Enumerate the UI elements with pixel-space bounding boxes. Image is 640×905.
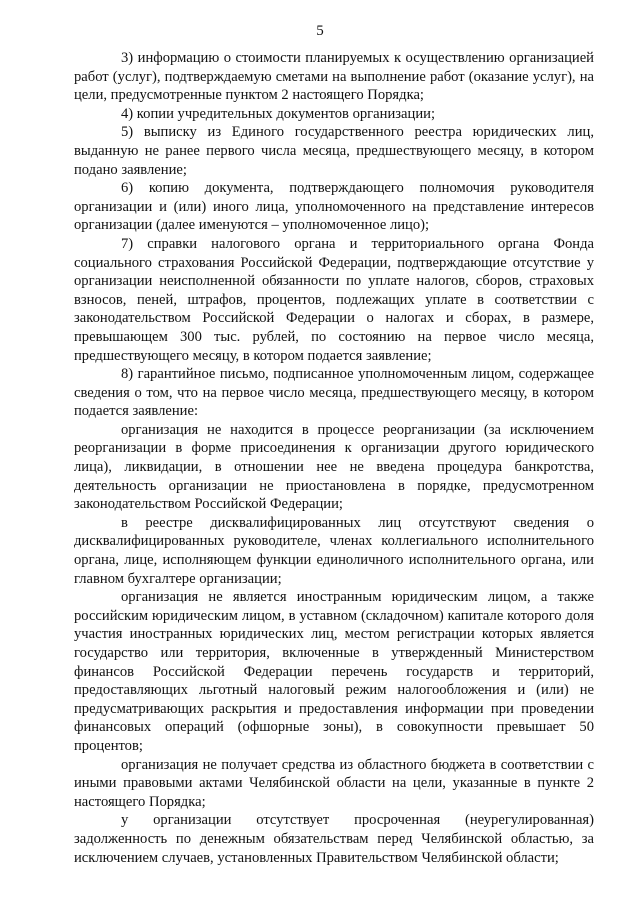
paragraph-condition-budget-funds: организация не получает средства из областного бюджета в соответствии с иными правовыми актами Челябинской области на цели, указанные в пункте 2 настоящего Порядка; — [74, 756, 594, 810]
paragraph-item-4: 4) копии учредительных документов организации; — [121, 105, 435, 122]
document-body — [74, 49, 594, 867]
paragraph-item-7: 7) справки налогового органа и территориального органа Фонда социального страхования Российской Федерации, подтверждающие отсутствие у организации неисполненной обязанности по уплате налогов, сборов, страховых взносов, пеней, штрафов, процентов, подлежащих уплате в соответствии с законодательством Российской Федерации о налогах и сборах, в размере, превышающем 300 тыс. рублей, по состоянию на первое число месяца, предшествующего месяцу, в котором подается заявление; — [74, 235, 594, 364]
page-number: 5 — [316, 23, 324, 39]
paragraph-item-6: 6) копию документа, подтверждающего полномочия руководителя организации и (или) иного лица, уполномоченного на представление интересов организации (далее именуются – уполномоченное лицо); — [74, 180, 594, 234]
paragraph-condition-disqualified: в реестре дисквалифицированных лиц отсутствуют сведения о дисквалифицированных руководителе, членах коллегиального исполнительного органа, лице, исполняющем функции единоличного исполнительного органа, или главном бухгалтере организации; — [74, 514, 594, 587]
paragraph-item-8: 8) гарантийное письмо, подписанное уполномоченным лицом, содержащее сведения о том, что на первое число месяца, предшествующего месяцу, в котором подается заявление: — [74, 366, 594, 420]
paragraph-condition-foreign-entity: организация не является иностранным юридическим лицом, а также российским юридическим лицом, в уставном (складочном) капитале которого доля участия иностранных юридических лиц, местом регистрации которых является государство или территория, включенные в утвержденный Министерством финансов Российской Федерации перечень государств и территорий, предоставляющих льготный налоговый режим налогообложения и (или) не предусматривающих раскрытия и предоставления информации при проведении финансовых операций (офшорные зоны), в совокупности превышает 50 процентов; — [74, 589, 594, 754]
paragraph-condition-debt: у организации отсутствует просроченная (неурегулированная) задолженность по денежным обязательствам перед Челябинской областью, за исключением случаев, установленных Правительством Челябинской области; — [74, 812, 594, 866]
paragraph-item-5: 5) выписку из Единого государственного реестра юридических лиц, выданную не ранее первого числа месяца, предшествующего месяцу, в котором подано заявление; — [74, 124, 594, 178]
paragraph-item-3: 3) информацию о стоимости планируемых к осуществлению организацией работ (услуг), подтверждаемую сметами на выполнение работ (оказание услуг), на цели, предусмотренные пунктом 2 настоящего Порядка; — [74, 50, 594, 104]
paragraph-condition-reorganization: организация не находится в процессе реорганизации (за исключением реорганизации в форме присоединения к организации другого юридического лица), ликвидации, в отношении нее не введена процедура банкротства, деятельность организации не приостановлена в порядке, предусмотренном законодательством Российской Федерации; — [74, 421, 594, 513]
